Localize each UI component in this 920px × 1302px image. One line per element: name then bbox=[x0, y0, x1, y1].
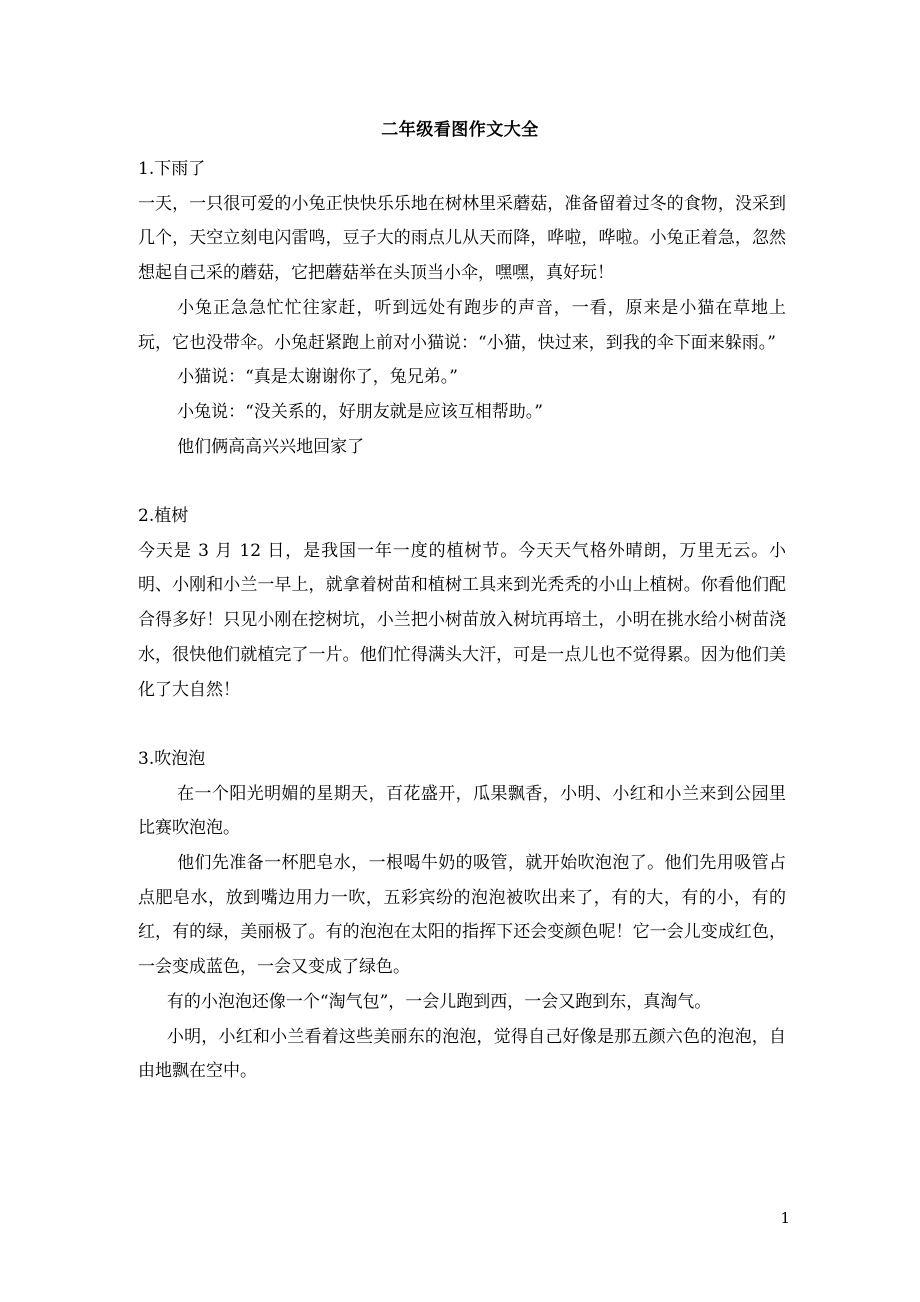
document-title: 二年级看图作文大全 bbox=[381, 120, 539, 140]
paragraph: 有的小泡泡还像一个“淘气包”，一会儿跑到西，一会又跑到东，真淘气。 bbox=[166, 991, 712, 1012]
paragraph: 一天，一只很可爱的小兔正快快乐乐地在树林里采蘑菇，准备留着过冬的食物，没采到几个，天空立刻电闪雷鸣，豆子大的雨点儿从天而降，哗啦，哗啦。小兔正着急，忽然想起自己采的蘑菇，它把蘑菇举在头顶当小伞，嘿嘿，真好玩！ bbox=[138, 193, 786, 284]
paragraph: 他们先准备一杯肥皂水，一根喝牛奶的吸管，就开始吹泡泡了。他们先用吸管占点肥皂水，放到嘴边用力一吹，五彩宾纷的泡泡被吹出来了，有的大，有的小，有的红，有的绿，美丽极了。有的泡泡在太阳的指挥下还会变颜色呢！它一会儿变成红色，一会变成蓝色，一会又变成了绿色。 bbox=[138, 853, 786, 978]
paragraph: 他们俩高高兴兴地回家了 bbox=[177, 436, 365, 457]
section-heading: 3.吹泡泡 bbox=[138, 748, 206, 769]
blank-line bbox=[138, 707, 786, 742]
section-heading: 2.植树 bbox=[138, 506, 189, 527]
paragraph: 小兔说：“没关系的，好朋友就是应该互相帮助。” bbox=[177, 401, 543, 422]
paragraph: 小兔正急急忙忙往家赶，听到远处有跑步的声音，一看，原来是小猫在草地上玩，它也没带伞。小兔赶紧跑上前对小猫说：“小猫，快过来，到我的伞下面来躲雨。” bbox=[138, 297, 786, 353]
paragraph: 今天是 3 月 12 日，是我国一年一度的植树节。今天天气格外晴朗，万里无云。小明、小刚和小兰一早上，就拿着树苗和植树工具来到光秃秃的小山上植树。你看他们配合得多好！只见小刚在挖树坑，小兰把小树苗放入树坑再培土，小明在挑水给小树苗浇水，很快他们就植完了一片。他们忙得满头大汗，可是一点儿也不觉得累。因为他们美化了大自然！ bbox=[138, 540, 786, 700]
page-number: 1 bbox=[780, 1209, 790, 1227]
document-body bbox=[138, 152, 786, 1089]
section-tree-planting bbox=[138, 499, 786, 707]
paragraph: 小明，小红和小兰看着这些美丽东的泡泡，觉得自己好像是那五颜六色的泡泡，自由地飘在空中。 bbox=[138, 1026, 786, 1082]
section-heading: 1.下雨了 bbox=[138, 159, 206, 179]
paragraph: 在一个阳光明媚的星期天，百花盛开，瓜果飘香，小明、小红和小兰来到公园里比赛吹泡泡。 bbox=[138, 783, 786, 839]
section-rain bbox=[138, 152, 786, 464]
paragraph: 小猫说：“真是太谢谢你了，兔兄弟。” bbox=[177, 367, 458, 388]
section-bubbles bbox=[138, 742, 786, 1089]
blank-line bbox=[138, 464, 786, 499]
